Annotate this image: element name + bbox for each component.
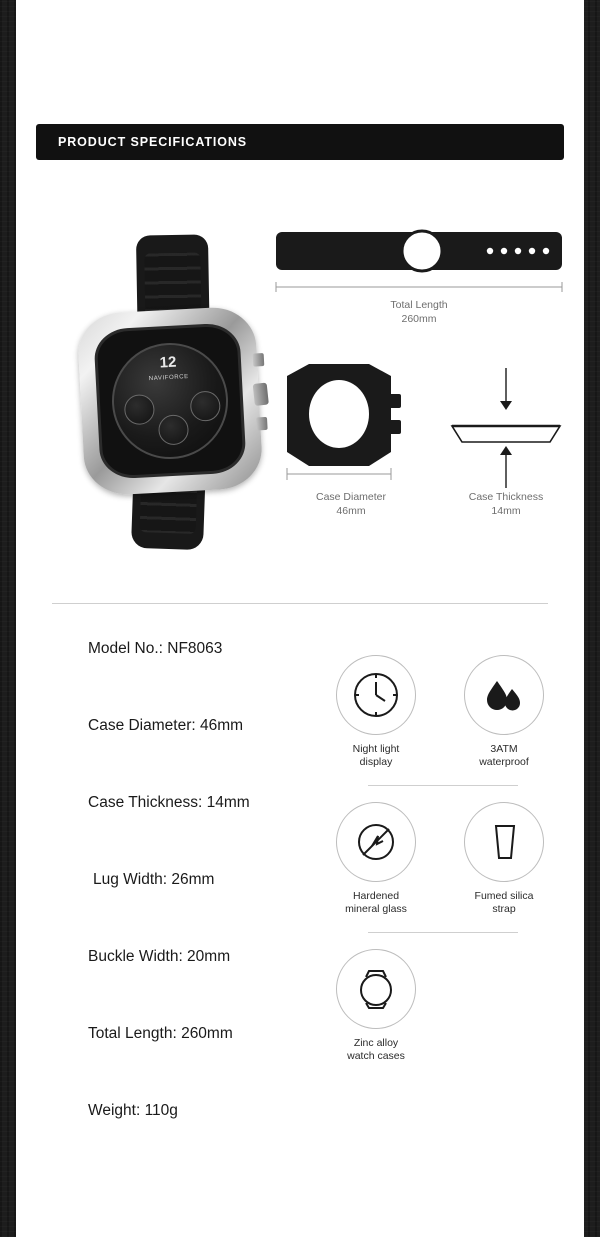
feature-caption	[334, 743, 418, 769]
feature-waterproof	[462, 655, 546, 769]
product-specifications-header	[36, 124, 564, 160]
feature-caption	[334, 890, 418, 916]
spec-weight: Weight: 110g	[88, 1102, 178, 1119]
night-light-clock-icon	[336, 655, 416, 735]
feature-row-2	[316, 802, 576, 916]
page-title: PRODUCT SPECIFICATIONS	[58, 135, 248, 149]
feature-night-light	[334, 655, 418, 769]
subdial-bottom	[158, 414, 190, 446]
silica-strap-icon	[464, 802, 544, 882]
case-diameter-caption	[271, 490, 431, 518]
feature-separator-1	[368, 785, 518, 786]
feature-caption-line2: waterproof	[479, 756, 529, 768]
spec-case-thickness: Case Thickness: 14mm	[88, 794, 250, 811]
feature-caption-line2: watch cases	[347, 1050, 405, 1062]
spec-buckle-width: Buckle Width: 20mm	[88, 948, 231, 965]
water-drops-icon	[464, 655, 544, 735]
dial-numeral: 12	[159, 353, 177, 372]
case-diameter-label: Case Diameter	[315, 491, 387, 503]
total-length-label: Total Length	[390, 299, 448, 311]
feature-icon-grid	[316, 655, 576, 1063]
feature-caption-line1: Fumed silica	[474, 890, 534, 902]
case-thickness-value: 14mm	[491, 505, 521, 517]
feature-caption-line1: Zinc alloy	[353, 1037, 399, 1049]
case-diameter-value: 46mm	[336, 505, 366, 517]
case-thickness-label: Case Thickness	[468, 491, 544, 503]
feature-separator-2	[368, 932, 518, 933]
feature-caption	[462, 890, 546, 916]
spec-case-diameter: Case Diameter: 46mm	[88, 717, 244, 734]
dial-brand-label: NAVIFORCE	[148, 373, 189, 383]
thickness-arrows-icon	[436, 350, 576, 490]
spec-total-length: Total Length: 260mm	[88, 1025, 233, 1042]
feature-caption-line2: display	[359, 756, 393, 768]
case-outline-icon	[271, 350, 431, 490]
feature-caption	[334, 1037, 418, 1063]
watch-pusher-bottom	[256, 417, 268, 431]
subdial-left	[124, 394, 156, 426]
spec-lug-width: Lug Width: 26mm	[93, 871, 215, 888]
feature-mineral-glass	[334, 802, 418, 916]
feature-row-1	[316, 655, 576, 769]
feature-caption-line1: Hardened	[352, 890, 400, 902]
watch-product-photo	[71, 235, 251, 545]
feature-silica-strap	[462, 802, 546, 916]
watch-pusher-top	[253, 353, 265, 367]
specification-diagram	[16, 180, 584, 600]
feature-row-3	[316, 949, 576, 1063]
watch-case	[76, 305, 263, 496]
feature-caption-line2: strap	[492, 903, 516, 915]
feature-caption-line1: Night light	[352, 743, 400, 755]
strap-silhouette-icon	[274, 220, 564, 296]
case-thickness-diagram	[436, 350, 576, 520]
specifications-list	[88, 640, 318, 1179]
total-length-diagram	[274, 220, 564, 325]
feature-caption-line2: mineral glass	[345, 903, 407, 915]
feature-zinc-alloy-case	[334, 949, 418, 1063]
section-divider	[52, 603, 548, 604]
watch-dial	[109, 340, 231, 462]
case-diameter-diagram	[271, 350, 431, 520]
scratch-resistant-glass-icon	[336, 802, 416, 882]
feature-caption	[462, 743, 546, 769]
subdial-right	[190, 390, 222, 422]
watch-case-icon	[336, 949, 416, 1029]
watch-crown	[253, 383, 269, 406]
case-thickness-caption	[436, 490, 576, 518]
watch-bezel	[93, 322, 247, 479]
total-length-caption	[274, 298, 564, 326]
spec-model-no: Model No.: NF8063	[88, 640, 223, 657]
total-length-value: 260mm	[401, 313, 437, 325]
product-spec-page	[16, 0, 584, 1237]
feature-caption-line1: 3ATM	[490, 743, 518, 755]
